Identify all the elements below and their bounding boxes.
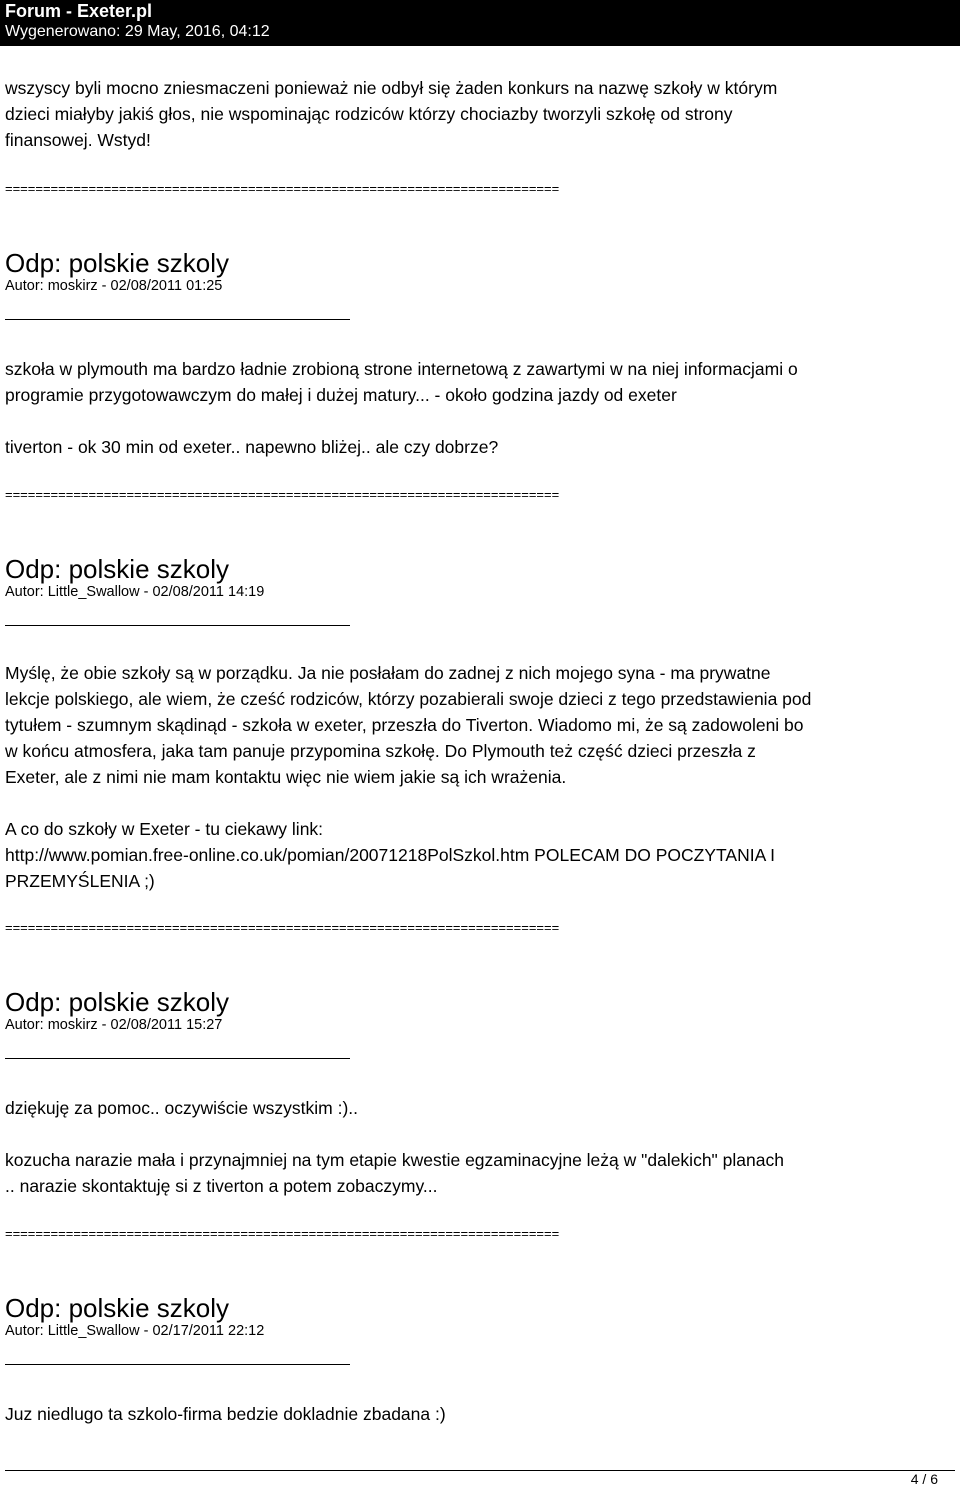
post-meta: Autor: moskirz - 02/08/2011 15:27 [5,1017,223,1033]
text-line: Myślę, że obie szkoły są w porządku. Ja nie posłałam do zadnej z nich mojego syna - ma prywatne [5,663,771,683]
post-body-cont [5,1147,953,1199]
post-body [5,660,953,790]
text-line: PRZEMYŚLENIA ;) [5,871,155,891]
post-meta: Autor: moskirz - 02/08/2011 01:25 [5,278,223,294]
separator: ========================================================================= [5,920,560,935]
post-body-link [5,816,953,894]
separator: ========================================================================= [5,487,560,502]
page-number: 4 / 6 [910,1471,938,1487]
text-line: szkoła w plymouth ma bardzo ładnie zrobioną strone internetową z zawartymi w na niej informacjami o [5,359,798,379]
post-title: Odp: polskie szkoly [5,248,229,278]
text-line: lekcje polskiego, ale wiem, że cześć rodziców, którzy pozabierali swoje dzieci z tego przedstawienia pod [5,689,812,709]
divider [5,1058,350,1059]
post-body [5,356,953,408]
link-text[interactable]: http://www.pomian.free-online.co.uk/pomian/20071218PolSzkol.htm POLECAM DO POCZYTANIA I [5,845,776,865]
text-line: tytułem - szumnym skądinąd - szkoła w exeter, przeszła do Tiverton. Wiadomo mi, że są zadowoleni bo [5,715,804,735]
divider [5,1364,350,1365]
text-line: tiverton - ok 30 min od exeter.. napewno bliżej.. ale czy dobrze? [5,437,499,457]
post-title: Odp: polskie szkoly [5,987,229,1017]
footer-divider [5,1470,955,1471]
separator: ========================================================================= [5,181,560,196]
text-line: A co do szkoły w Exeter - tu ciekawy link: [5,819,324,839]
divider [5,625,350,626]
site-title: Forum - Exeter.pl [5,1,153,21]
text-line: .. narazie skontaktuję si z tiverton a potem zobaczymy... [5,1176,438,1196]
generated-date: Wygenerowano: 29 May, 2016, 04:12 [5,23,270,40]
text-line: programie przygotowawczym do małej i dużej matury... - około godzina jazdy od exeter [5,385,677,405]
post-body [5,1401,953,1427]
text-line: finansowej. Wstyd! [5,130,151,150]
divider [5,319,350,320]
text-line: dzieci miałyby jakiś głos, nie wspominając rodziców którzy chociazby tworzyli szkołę od strony [5,104,733,124]
text-line: dziękuję za pomoc.. oczywiście wszystkim :).. [5,1098,359,1118]
post-title: Odp: polskie szkoly [5,1293,229,1323]
text-line: w końcu atmosfera, jaka tam panuje przypomina szkołę. Do Plymouth też część dzieci przeszła z [5,741,756,761]
post-meta: Autor: Little_Swallow - 02/08/2011 14:19 [5,584,265,600]
text-line: wszyscy byli mocno zniesmaczeni ponieważ nie odbył się żaden konkurs na nazwę szkoły w którym [5,78,778,98]
post-body [5,1095,953,1121]
post-title: Odp: polskie szkoly [5,554,229,584]
post-meta: Autor: Little_Swallow - 02/17/2011 22:12 [5,1323,265,1339]
text-line: Juz niedlugo ta szkolo-firma bedzie dokladnie zbadana :) [5,1404,446,1424]
intro-text [5,75,953,153]
post-body-cont [5,434,953,460]
text-line: kozucha narazie mała i przynajmniej na tym etapie kwestie egzaminacyjne leżą w "dalekich" planach [5,1150,784,1170]
page-header [0,0,960,46]
text-line: Exeter, ale z nimi nie mam kontaktu więc nie wiem jakie są ich wrażenia. [5,767,567,787]
separator: ========================================================================= [5,1226,560,1241]
